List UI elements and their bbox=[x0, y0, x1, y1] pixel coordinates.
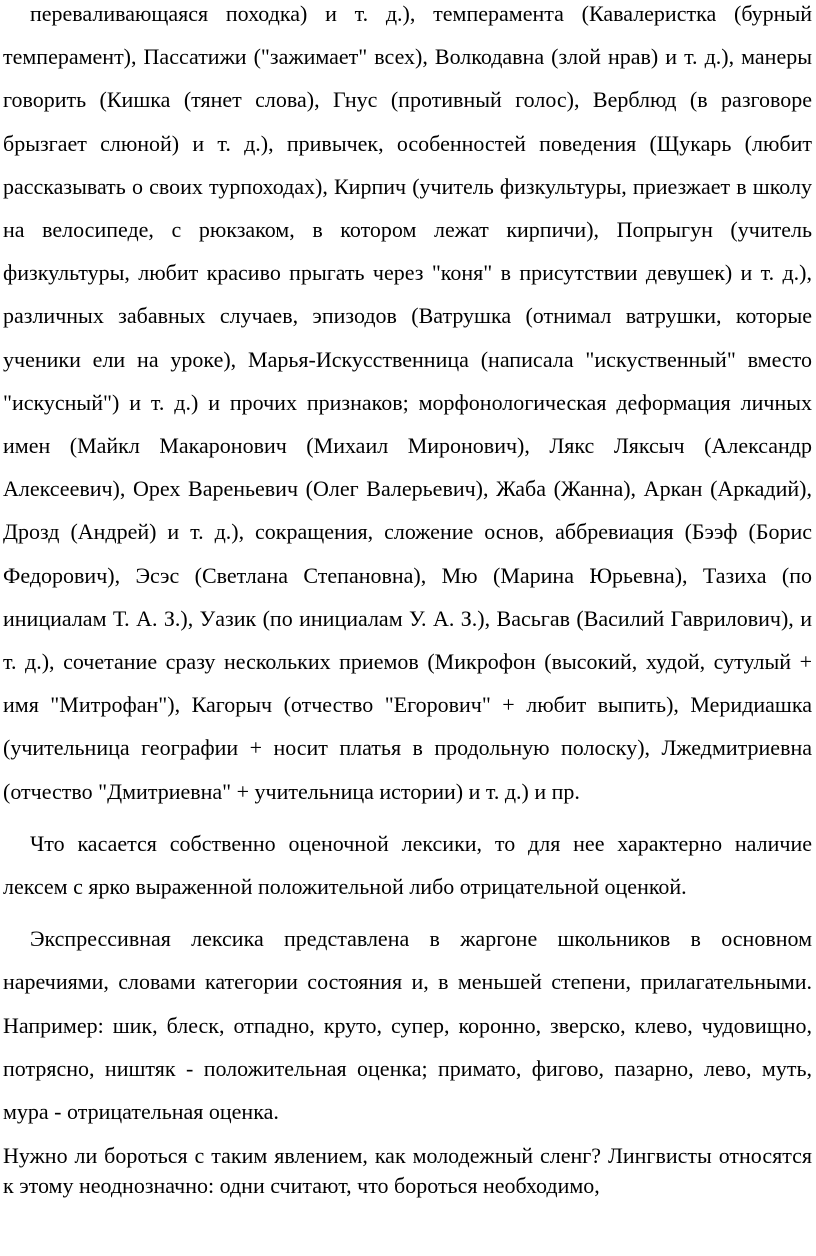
paragraph-slang-question: Нужно ли бороться с таким явлением, как молодежный сленг? Лингвисты относятся к этому неоднозначно: одни считают, что бороться необходимо, bbox=[3, 1143, 812, 1199]
paragraph-expressive-lexicon: Экспрессивная лексика представлена в жаргоне школьников в основном наречиями, словами категории состояния и, в меньшей степени, прилагательными. Например: шик, блеск, отпадно, круто, супер, коронно, зверско, клево, чудовищно, потрясно, ништяк - положительная оценка; примато, фигово, пазарно, лево, муть, мура - отрицательная оценка. bbox=[3, 926, 812, 1125]
paragraph-nicknames: переваливающаяся походка) и т. д.), темперамента (Кавалеристка (бурный темперамент), Пассатижи ("зажимает" всех), Волкодавна (злой нрав) и т. д.), манеры говорить (Кишка (тянет слова), Гнус (противный голос), Верблюд (в разговоре брызгает слюной) и т. д.), привычек, особенностей поведения (Щукарь (любит рассказывать о своих турпоходах), Кирпич (учитель физкультуры, приезжает в школу на велосипеде, с рюкзаком, в котором лежат кирпичи), Попрыгун (учитель физкультуры, любит красиво прыгать через "коня" в присутствии девушек) и т. д.), различных забавных случаев, эпизодов (Ватрушка (отнимал ватрушки, которые ученики ели на уроке), Марья-Искусственница (написала "искуственный" вместо "искусный") и т. д.) и прочих признаков; морфонологическая деформация личных имен (Майкл Макаронович (Михаил Миронович), Лякс Ляксыч (Александр Алексеевич), Орех Вареньевич (Олег Валерьевич), Жаба (Жанна), Аркан (Аркадий), Дрозд (Андрей) и т. д.), сокращения, сложение основ, аббревиация (Бээф (Борис Федорович), Эсэс (Светлана Степановна), Мю (Марина Юрьевна), Тазиха (по инициалам Т. А. З.), Уазик (по инициалам У. А. З.), Васьгав (Василий Гаврилович), и т. д.), сочетание сразу нескольких приемов (Микрофон (высокий, худой, сутулый + имя "Митрофан"), Кагорыч (отчество "Егорович" + любит выпить), Меридиашка (учительница географии + носит платья в продольную полоску), Лжедмитриевна (отчество "Дмитриевна" + учительница истории) и т. д.) и пр. bbox=[3, 1, 812, 804]
paragraph-evaluative-lexicon: Что касается собственно оценочной лексики, то для нее характерно наличие лексем с ярко выраженной положительной либо отрицательной оценкой. bbox=[3, 830, 812, 900]
